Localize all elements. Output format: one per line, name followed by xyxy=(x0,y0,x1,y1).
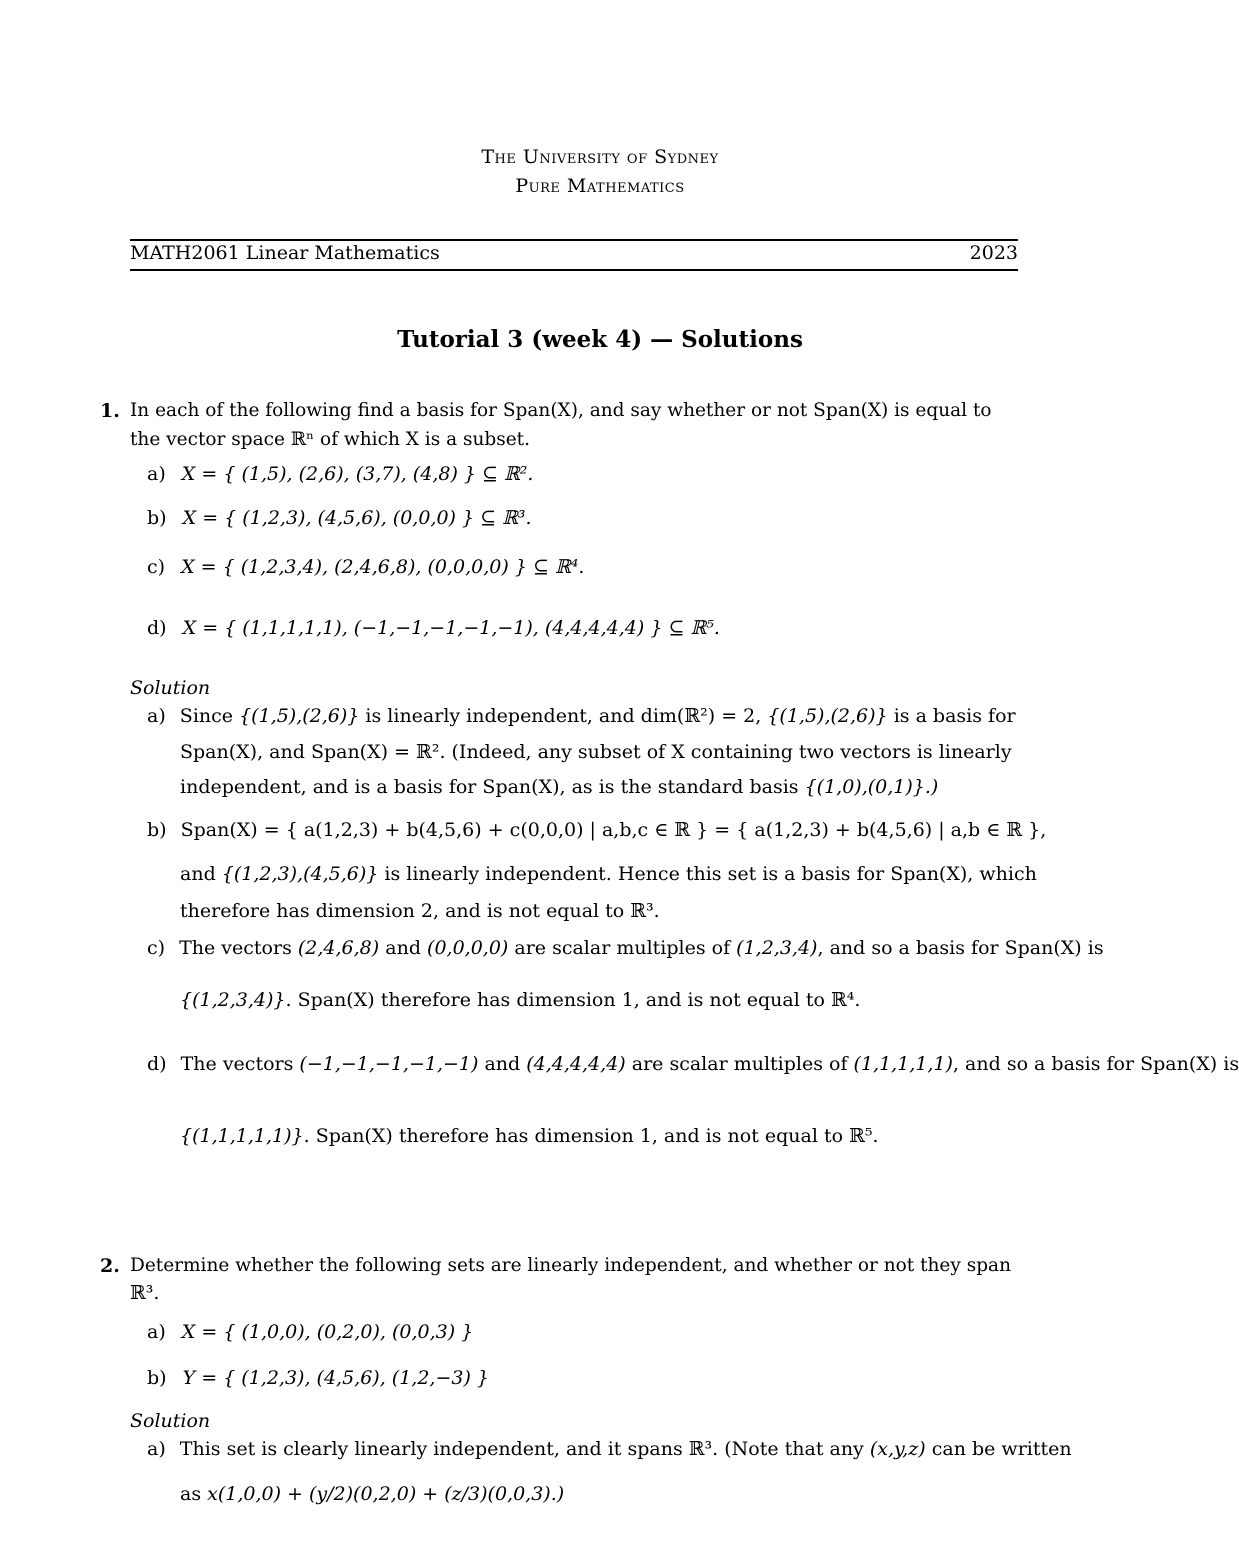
q2-sol-a-text: This set is clearly linearly independent, and it spans ℝ³. (Note that any xyxy=(179,1438,864,1460)
q1-d-set: X = { (1,1,1,1,1), (−1,−1,−1,−1,−1), (4,4,4,4,4) } ⊆ ℝ⁵. xyxy=(182,617,720,639)
q1-a-label: a) xyxy=(147,463,166,485)
q1-solution-label: Solution xyxy=(130,677,211,699)
vector-pair-b: {(1,2,3),(4,5,6)} xyxy=(221,863,379,885)
q1-sol-b-line-3: therefore has dimension 2, and is not equal to ℝ³. xyxy=(180,900,660,922)
q1-d-label: d) xyxy=(147,617,167,639)
page-title: Tutorial 3 (week 4) — Solutions xyxy=(397,326,803,353)
q1-b-label: b) xyxy=(147,507,167,529)
q1-sol-a-text-3: independent, and is a basis for Span(X), as is the standard basis xyxy=(180,776,799,798)
q1-c-label: c) xyxy=(147,556,166,578)
q2-a-set: X = { (1,0,0), (0,2,0), (0,0,3) } xyxy=(181,1321,474,1343)
q1-sol-c-line-1: c) The vectors (2,4,6,8) and (0,0,0,0) are scalar multiples of (1,2,3,4), and so a basis for Span(X) is xyxy=(147,937,1104,959)
q1-part-b xyxy=(147,506,532,530)
q1-sol-c-text-2: . Span(X) therefore has dimension 1, and is not equal to ℝ⁴. xyxy=(285,989,861,1011)
q1-sol-b-line-1: b) Span(X) = { a(1,2,3) + b(4,5,6) + c(0,0,0) | a,b,c ∈ ℝ } = { a(1,2,3) + b(4,5,6) | a,b ∈ ℝ }, xyxy=(147,819,1047,841)
vector-pair-a-2: {(1,5),(2,6)} xyxy=(767,705,888,727)
q1-sol-d-text-d: , and so a basis for Span(X) is xyxy=(952,1053,1239,1075)
q1-sol-a-line-1: a) Since {(1,5),(2,6)} is linearly independent, and dim(ℝ²) = 2, {(1,5),(2,6)} is a basis for xyxy=(147,705,1016,727)
q1-sol-d-text-a: The vectors xyxy=(180,1053,294,1075)
university-name: The University of Sydney xyxy=(481,146,719,168)
q2-prompt-line-1: Determine whether the following sets are linearly independent, and whether or not they span xyxy=(130,1255,1011,1276)
q1-sol-a-line-3 xyxy=(180,775,938,799)
q1-a-set: X = { (1,5), (2,6), (3,7), (4,8) } ⊆ ℝ². xyxy=(181,463,534,485)
q2-part-b xyxy=(147,1366,489,1390)
header-rule-top xyxy=(130,239,1018,241)
course-year: 2023 xyxy=(969,242,1018,264)
q1-sol-b-text-2: is linearly independent. Hence this set is a basis for Span(X), which xyxy=(384,863,1037,885)
q1-sol-a-line-2: Span(X), and Span(X) = ℝ². (Indeed, any subset of X containing two vectors is linearly xyxy=(180,741,1012,763)
standard-basis: {(1,0),(0,1)}.) xyxy=(804,776,939,798)
q1-sol-a-since: Since xyxy=(179,705,234,727)
q1-sol-b-and: and xyxy=(180,863,216,885)
q1-sol-c-line-2: {(1,2,3,4)}. Span(X) therefore has dimension 1, and is not equal to ℝ⁴. xyxy=(180,989,861,1011)
q1-prompt-line-1: In each of the following find a basis for Span(X), and say whether or not Span(X) is equal to xyxy=(130,400,992,421)
q2-b-label: b) xyxy=(147,1367,167,1389)
q1-number: 1. xyxy=(100,400,120,422)
q2-solution-label: Solution xyxy=(130,1410,211,1432)
q1-sol-b-text: Span(X) = { a(1,2,3) + b(4,5,6) + c(0,0,0) | a,b,c ∈ ℝ } = { a(1,2,3) + b(4,5,6) | a,b ∈ ℝ }, xyxy=(180,819,1047,841)
school-name: Pure Mathematics xyxy=(515,175,685,197)
q1-sol-d-line-1: d) The vectors (−1,−1,−1,−1,−1) and (4,4,4,4,4) are scalar multiples of (1,1,1,1,1), and so a basis for Span(X) is xyxy=(147,1053,1239,1075)
vector-pair-a: {(1,5),(2,6)} xyxy=(239,705,360,727)
q2-part-a xyxy=(147,1320,473,1344)
q1-c-set: X = { (1,2,3,4), (2,4,6,8), (0,0,0,0) } ⊆ ℝ⁴. xyxy=(181,556,585,578)
q1-sol-c-text-a: The vectors xyxy=(179,937,292,959)
q1-sol-d-text-2: . Span(X) therefore has dimension 1, and is not equal to ℝ⁵. xyxy=(303,1125,879,1147)
q2-sol-a-as: as xyxy=(180,1483,202,1505)
q2-sol-a-line-2: as x(1,0,0) + (y/2)(0,2,0) + (z/3)(0,0,3).) xyxy=(180,1483,565,1505)
q1-sol-d-text-b: and xyxy=(484,1053,521,1075)
q1-part-a xyxy=(147,462,533,486)
header-rule-bottom xyxy=(130,269,1018,271)
course-name: MATH2061 Linear Mathematics xyxy=(130,242,440,264)
q2-sol-a-text-b: can be written xyxy=(931,1438,1072,1460)
q1-sol-c-text-d: , and so a basis for Span(X) is xyxy=(817,937,1104,959)
q1-sol-d-line-2: {(1,1,1,1,1)}. Span(X) therefore has dimension 1, and is not equal to ℝ⁵. xyxy=(180,1125,879,1147)
q1-part-d xyxy=(147,616,720,640)
q2-sol-a-line-1: a) This set is clearly linearly independent, and it spans ℝ³. (Note that any (x,y,z) can be written xyxy=(147,1438,1072,1460)
q1-sol-d-text-c: are scalar multiples of xyxy=(631,1053,848,1075)
q1-sol-b-line-2 xyxy=(180,862,1037,886)
q1-part-c xyxy=(147,555,584,579)
q1-sol-a-text-b: is a basis for xyxy=(893,705,1016,727)
q2-b-set: Y = { (1,2,3), (4,5,6), (1,2,−3) } xyxy=(182,1367,490,1389)
q1-b-set: X = { (1,2,3), (4,5,6), (0,0,0) } ⊆ ℝ³. xyxy=(182,507,532,529)
q2-a-label: a) xyxy=(147,1321,166,1343)
q1-sol-c-text-b: and xyxy=(385,937,421,959)
q1-prompt-line-2: the vector space ℝⁿ of which X is a subset. xyxy=(130,429,530,450)
q1-sol-c-text-c: are scalar multiples of xyxy=(514,937,731,959)
q1-sol-a-text: is linearly independent, and dim(ℝ²) = 2, xyxy=(365,705,762,727)
q2-prompt-line-2: ℝ³. xyxy=(130,1282,160,1304)
q2-number: 2. xyxy=(100,1255,120,1277)
